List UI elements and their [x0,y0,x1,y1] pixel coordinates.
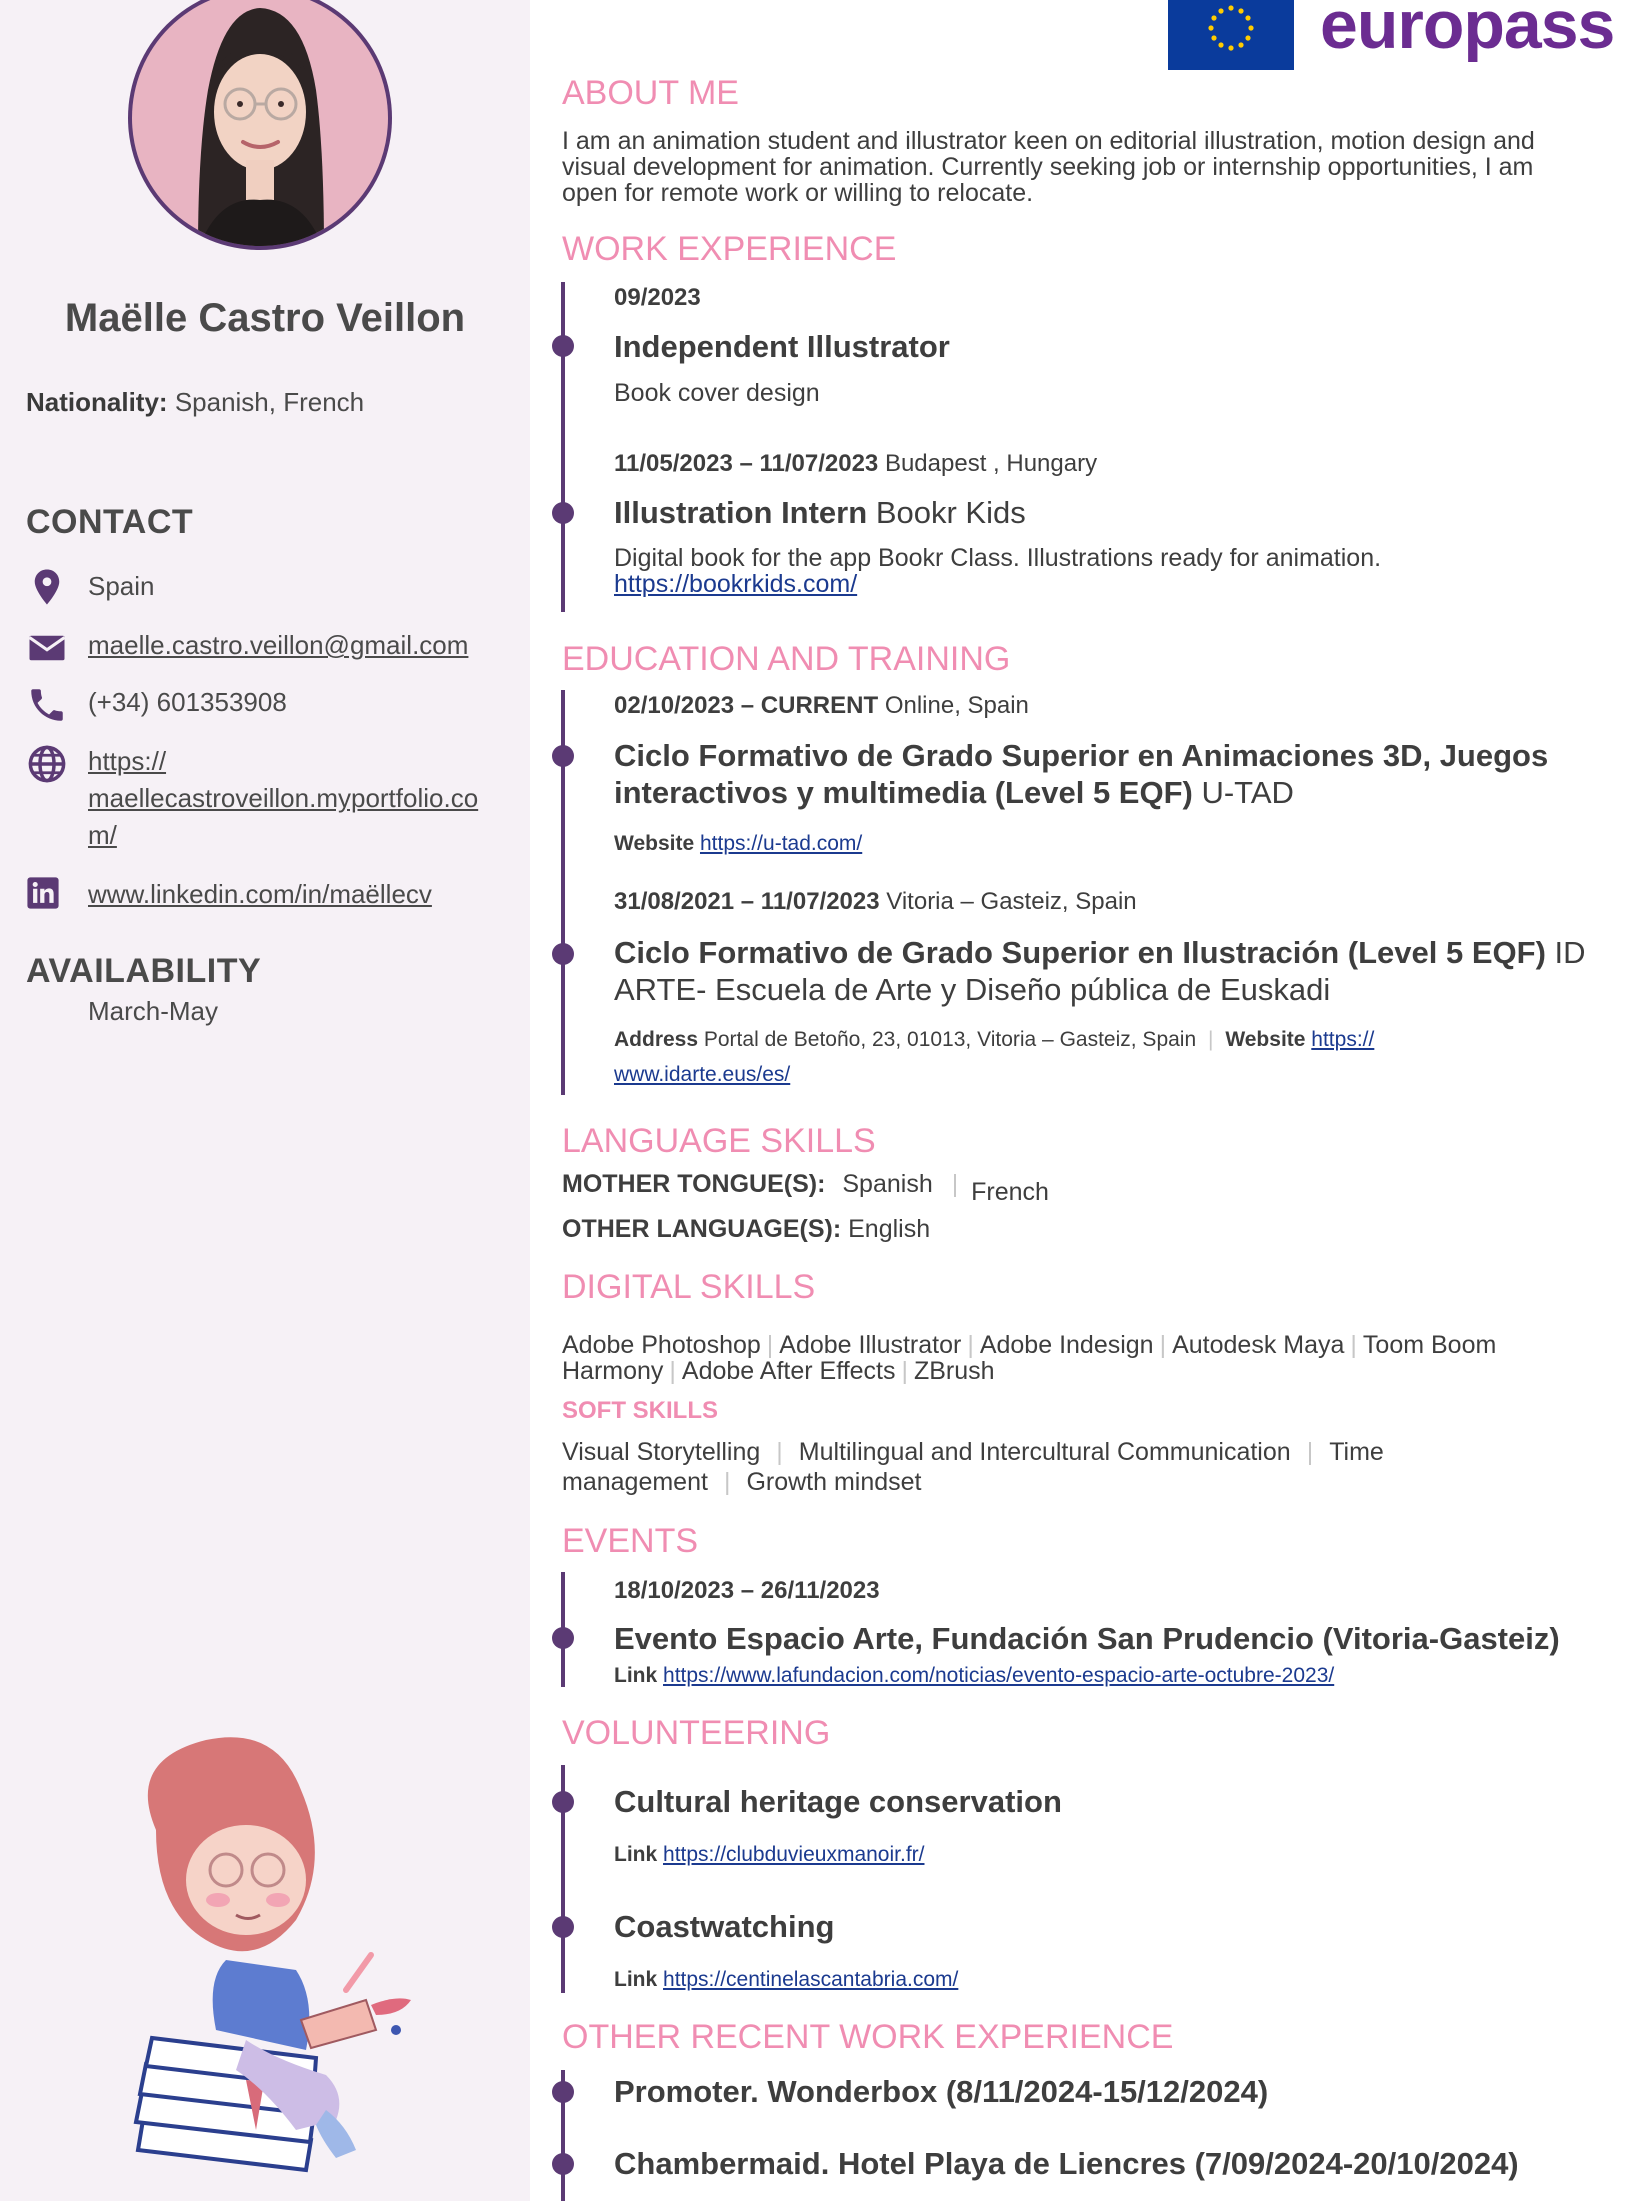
email-icon [26,627,68,669]
digital-skills-list [562,1332,1602,1384]
separator: | [723,1468,731,1496]
work-2-title [614,494,1614,531]
work-2-desc: Digital book for the app Bookr Class. Illustrations ready for animation. [614,544,1382,572]
other-work-heading: OTHER RECENT WORK EXPERIENCE [562,2018,1174,2056]
soft-skills-heading: SOFT SKILLS [562,1397,718,1424]
edu-2-address: Portal de Betoño, 23, 01013, Vitoria – Gasteiz, Spain [703,1028,1197,1051]
about-text [562,128,1602,206]
girl-on-books-illustration [96,1730,436,2190]
website-line-2: maellecastroveillon.myportfolio.co [88,783,479,813]
separator: | [669,1357,676,1385]
edu-1-place: Online, Spain [884,692,1029,719]
timeline-dot [552,745,574,767]
soft-skill-item: Growth mindset [746,1468,922,1496]
separator: | [1350,1331,1357,1359]
event-link-row [614,1658,1614,1693]
soft-skill-item: Time [1329,1438,1384,1466]
timeline-dot [552,943,574,965]
other-language-label: OTHER LANGUAGE(S): [562,1215,842,1243]
work-1-desc: Book cover design [614,379,820,407]
edu-2-website-link-1[interactable]: https:// [1311,1028,1375,1051]
work-heading: WORK EXPERIENCE [562,230,897,268]
website-line-1: https:// [88,746,167,776]
edu-1-title-line-1: Ciclo Formativo de Grado Superior en Animaciones 3D, Juegos [614,738,1549,773]
contact-email-link[interactable]: maelle.castro.veillon@gmail.com [88,630,469,660]
skill-item: Adobe After Effects [681,1357,896,1385]
profile-photo [128,0,392,250]
soft-skill-item: Multilingual and Intercultural Communication [798,1438,1291,1466]
mother-tongue-label: MOTHER TONGUE(S): [562,1170,826,1198]
digital-heading: DIGITAL SKILLS [562,1268,816,1306]
edu-2-details [614,1022,1614,1092]
edu-1-website-link[interactable]: https://u-tad.com/ [699,832,863,855]
work-2-place: Budapest , Hungary [884,450,1098,477]
education-heading: EDUCATION AND TRAINING [562,640,1011,678]
volunteer-2-title: Coastwatching [614,1909,835,1944]
profile-name: Maëlle Castro Veillon [64,296,466,340]
timeline-dot [552,1916,574,1938]
volunteer-1-link-row [614,1837,1614,1872]
other-language-row [562,1215,930,1244]
skill-item: Adobe Photoshop [562,1331,761,1359]
timeline-dot [552,1791,574,1813]
eu-flag-icon [1168,0,1294,70]
edu-2-title [614,934,1614,1008]
other-work-1: Promoter. Wonderbox (8/11/2024-15/12/2024) [614,2074,1269,2109]
about-line-1: I am an animation student and illustrator keen on editorial illustration, motion design and [562,127,1535,155]
edu-1-title-line-2: interactivos y multimedia (Level 5 EQF) [614,775,1193,810]
edu-1-date-range: 02/10/2023 – CURRENT [614,692,879,719]
separator: | [1306,1438,1314,1466]
availability-value: March-May [88,996,219,1026]
separator: | [766,1331,774,1359]
separator: | [901,1357,908,1385]
other-work-2: Chambermaid. Hotel Playa de Liencres (7/09/2024-20/10/2024) [614,2146,1519,2181]
mother-tongue-2: French [971,1178,1049,1206]
contact-location: Spain [88,571,155,601]
about-heading: ABOUT ME [562,74,739,112]
soft-skills-list [562,1437,1602,1497]
work-timeline [561,282,565,612]
work-2-org: Bookr Kids [875,495,1026,530]
mother-tongue-1: Spanish [842,1170,933,1198]
event-date: 18/10/2023 – 26/11/2023 [614,1577,880,1604]
edu-2-date-range: 31/08/2021 – 11/07/2023 [614,888,880,915]
separator: | [951,1170,959,1198]
website-line-3: m/ [88,820,117,850]
separator: | [776,1438,783,1466]
linkedin-icon [26,876,60,910]
location-pin-icon [26,566,68,608]
edu-2-address-label: Address [614,1028,699,1051]
contact-phone: (+34) 601353908 [88,687,287,717]
edu-1-org: U-TAD [1201,775,1294,810]
volunteering-heading: VOLUNTEERING [562,1714,831,1752]
soft-skill-item: management [562,1468,708,1496]
edu-2-date [614,888,1137,916]
language-heading: LANGUAGE SKILLS [562,1122,876,1160]
edu-2-org-1: ID [1554,935,1586,970]
edu-1-website-label: Website [614,832,695,855]
edu-1-date [614,692,1029,720]
globe-icon [26,743,68,785]
nationality-value: Spanish, French [174,387,365,417]
edu-1-title [614,737,1614,811]
skill-item: Toom Boom [1362,1331,1497,1359]
about-line-2: visual development for animation. Currently seeking job or internship opportunities, I am [562,153,1534,181]
skill-item: Harmony [562,1357,664,1385]
volunteer-1-link[interactable]: https://clubduvieuxmanoir.fr/ [663,1843,925,1866]
volunteer-2-link-row [614,1962,1614,1997]
timeline-dot [552,502,574,524]
volunteer-1-link-label: Link [614,1843,658,1866]
about-line-3: open for remote work or willing to relocate. [562,179,1034,207]
timeline-dot [552,1627,574,1649]
timeline-dot [552,2153,574,2175]
events-heading: EVENTS [562,1522,699,1560]
edu-2-place: Vitoria – Gasteiz, Spain [886,888,1137,915]
timeline-dot [552,2081,574,2103]
europass-logo: europass [1320,0,1615,63]
phone-icon [26,684,68,726]
edu-1-website [614,826,1614,861]
edu-2-website-label: Website [1225,1028,1306,1051]
event-link-label: Link [614,1664,658,1687]
other-language-1: English [848,1215,931,1243]
volunteer-2-link-label: Link [614,1968,658,1991]
work-2-role: Illustration Intern [614,495,868,530]
volunteer-2-link[interactable]: https://centinelascantabria.com/ [663,1968,959,1991]
skill-item: Adobe Illustrator [779,1331,962,1359]
contact-website-link[interactable] [88,743,478,854]
edu-2-website-link-2[interactable]: www.idarte.eus/es/ [614,1063,791,1086]
work-1-date: 09/2023 [614,284,701,311]
skill-item: Adobe Indesign [979,1331,1154,1359]
volunteer-1-title: Cultural heritage conservation [614,1784,1062,1819]
availability-heading: AVAILABILITY [26,952,262,990]
separator: | [1159,1331,1167,1359]
work-1-title: Independent Illustrator [614,329,950,364]
event-link[interactable]: https://www.lafundacion.com/noticias/evento-espacio-arte-octubre-2023/ [663,1664,1335,1687]
work-2-date [614,450,1097,478]
soft-skill-item: Visual Storytelling [562,1438,761,1466]
nationality [26,387,364,418]
timeline-dot [552,335,574,357]
separator: | [1208,1028,1214,1051]
mother-tongue-row [562,1170,1049,1206]
contact-linkedin-link[interactable]: www.linkedin.com/in/maëllecv [88,879,432,909]
edu-2-org-2: ARTE- Escuela de Arte y Diseño pública de Euskadi [614,972,1331,1007]
event-title: Evento Espacio Arte, Fundación San Prudencio (Vitoria-Gasteiz) [614,1621,1560,1656]
skill-item: ZBrush [913,1357,995,1385]
work-2-date-range: 11/05/2023 – 11/07/2023 [614,450,879,477]
skill-item: Autodesk Maya [1172,1331,1345,1359]
nationality-label: Nationality: [26,387,168,417]
separator: | [967,1331,974,1359]
work-2-link[interactable]: https://bookrkids.com/ [614,570,858,598]
contact-heading: CONTACT [26,503,194,541]
edu-2-title-line-1: Ciclo Formativo de Grado Superior en Ilustración (Level 5 EQF) [614,935,1546,970]
